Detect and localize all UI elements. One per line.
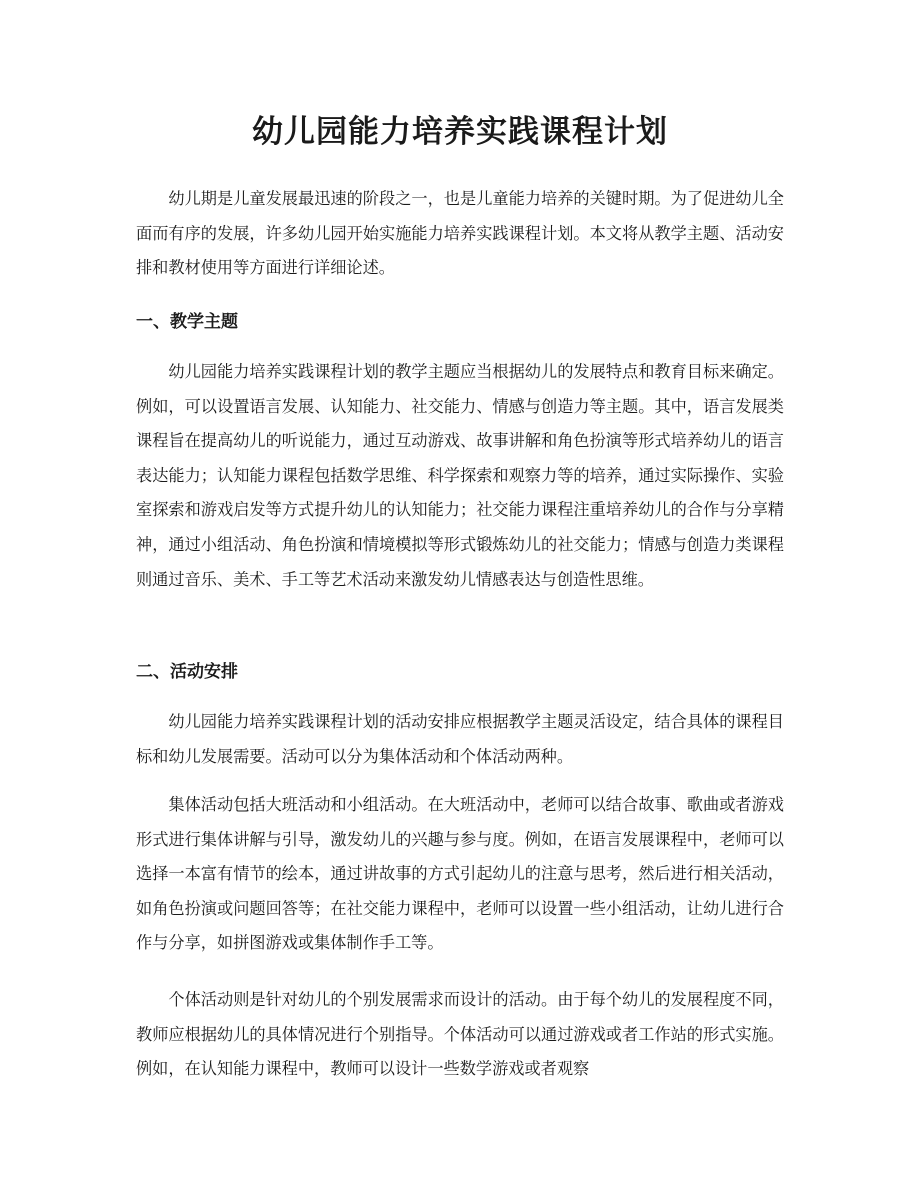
intro-paragraph: 幼儿期是儿童发展最迅速的阶段之一，也是儿童能力培养的关键时期。为了促进幼儿全面而有序的发展，许多幼儿园开始实施能力培养实践课程计划。本文将从教学主题、活动安排和教材使用等方面进行详细论述。	[136, 189, 784, 278]
section-heading-teaching-themes: 一、教学主题	[136, 312, 238, 332]
section-heading-activity-arrangement: 二、活动安排	[136, 662, 238, 682]
document-title: 幼儿园能力培养实践课程计划	[252, 114, 668, 150]
activity-arrangement-paragraph-3: 个体活动则是针对幼儿的个别发展需求而设计的活动。由于每个幼儿的发展程度不同，教师应根据幼儿的具体情况进行个别指导。个体活动可以通过游戏或者工作站的形式实施。例如，在认知能力课程中，教师可以设计一些数学游戏或者观察	[136, 990, 784, 1079]
activity-arrangement-paragraph-1: 幼儿园能力培养实践课程计划的活动安排应根据教学主题灵活设定，结合具体的课程目标和幼儿发展需要。活动可以分为集体活动和个体活动两种。	[136, 712, 784, 766]
activity-arrangement-paragraph-2: 集体活动包括大班活动和小组活动。在大班活动中，老师可以结合故事、歌曲或者游戏形式进行集体讲解与引导，激发幼儿的兴趣与参与度。例如，在语言发展课程中，老师可以选择一本富有情节的绘本，通过讲故事的方式引起幼儿的注意与思考，然后进行相关活动，如角色扮演或问题回答等；在社交能力课程中，老师可以设置一些小组活动，让幼儿进行合作与分享，如拼图游戏或集体制作手工等。	[136, 795, 784, 953]
teaching-themes-paragraph: 幼儿园能力培养实践课程计划的教学主题应当根据幼儿的发展特点和教育目标来确定。例如，可以设置语言发展、认知能力、社交能力、情感与创造力等主题。其中，语言发展类课程旨在提高幼儿的听说能力，通过互动游戏、故事讲解和角色扮演等形式培养幼儿的语言表达能力；认知能力课程包括数学思维、科学探索和观察力等的培养，通过实际操作、实验室探索和游戏启发等方式提升幼儿的认知能力；社交能力课程注重培养幼儿的合作与分享精神，通过小组活动、角色扮演和情境模拟等形式锻炼幼儿的社交能力；情感与创造力类课程则通过音乐、美术、手工等艺术活动来激发幼儿情感表达与创造性思维。	[136, 362, 784, 589]
